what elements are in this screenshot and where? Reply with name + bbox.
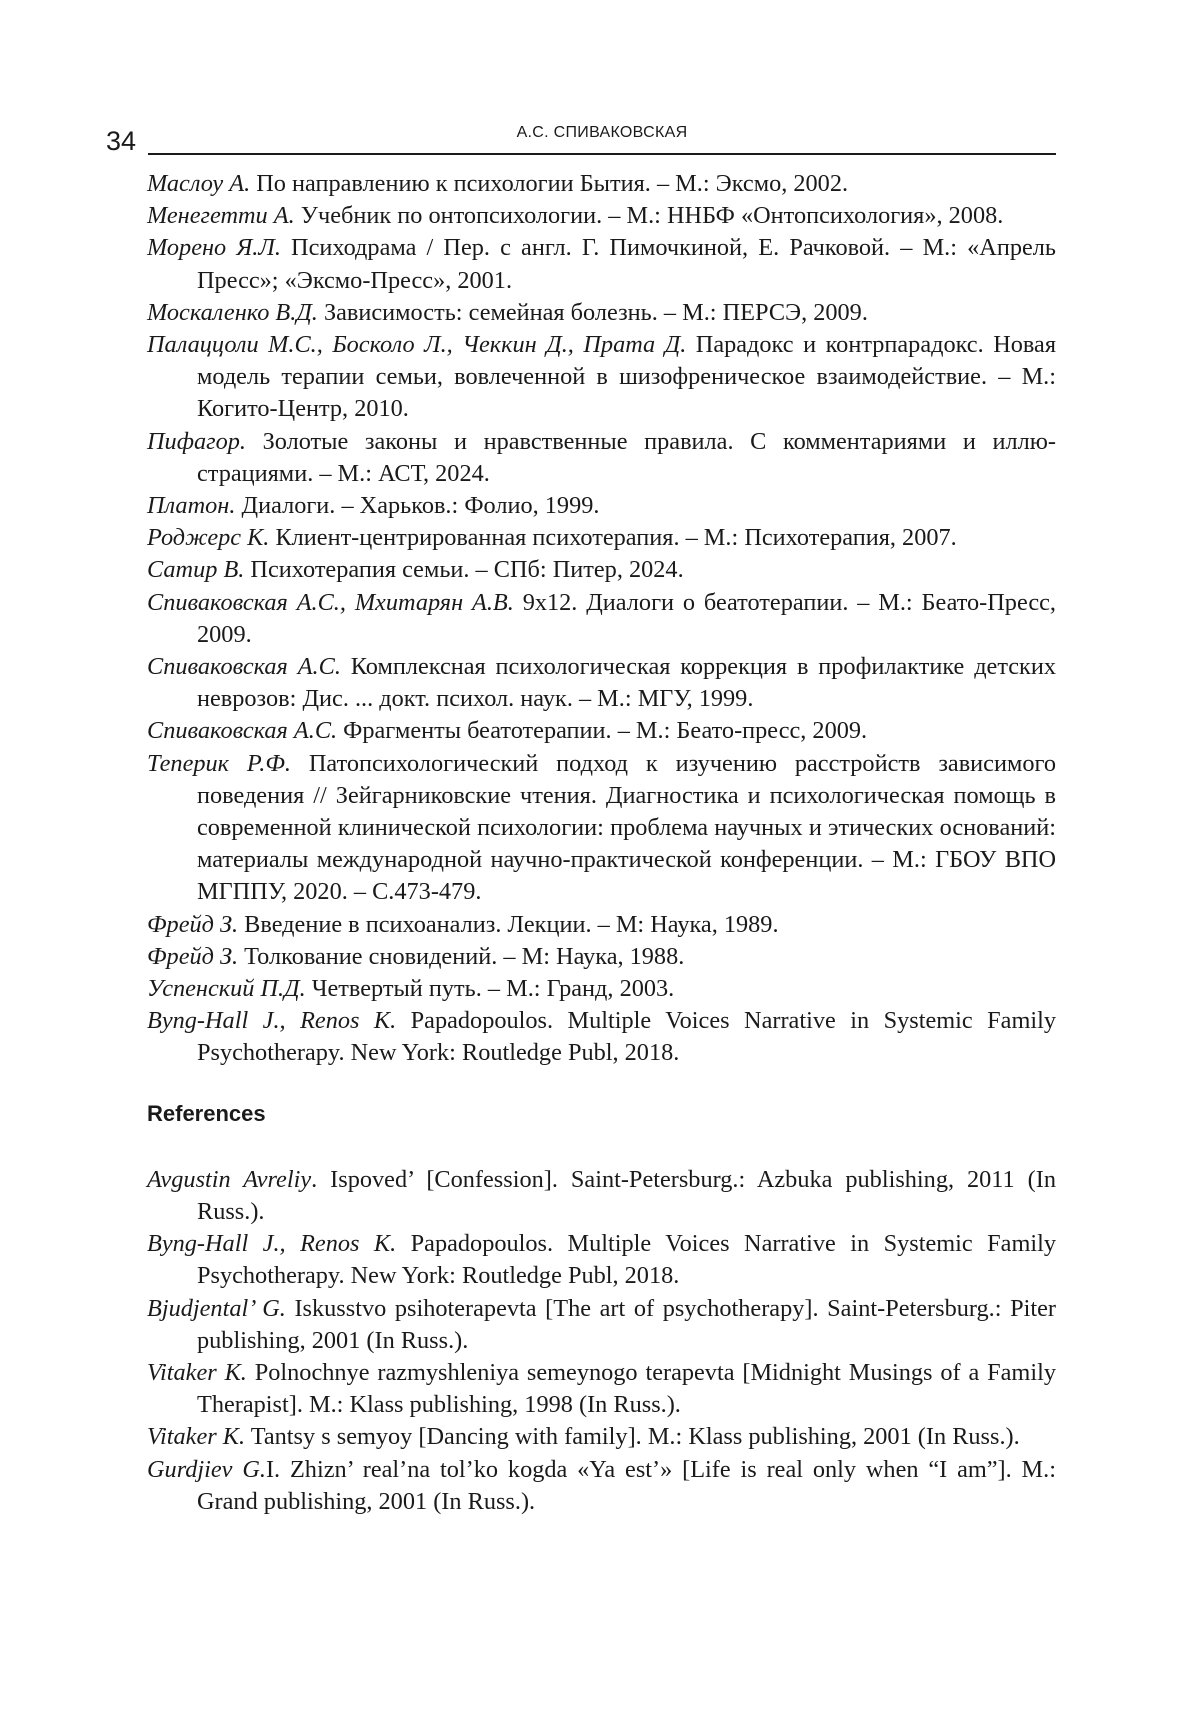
references-list — [147, 1164, 1056, 1518]
entry-text: I. Zhizn’ real’na tol’ko kogda «Ya est’» [Life is real only when “I am”]. M.: Grand publishing, 2001 (In Russ.). — [197, 1455, 1056, 1515]
entry-text: Зависимость: семейная болезнь. – М.: ПЕРСЭ, 2009. — [317, 298, 868, 326]
entry-text: Комплексная психологическая коррекция в профилактике детских неврозов: Дис. ... докт. психол. наук. – М.: МГУ, 1999. — [197, 653, 1056, 713]
entry-text: Polnochnye razmyshleniya semeynogo terapevta [Midnight Musings of a Family Therapist]. M.: Klass publishing, 1998 (In Russ.). — [197, 1358, 1056, 1419]
bibliography-entry — [147, 200, 1056, 232]
entry-author: Пифагор. — [147, 427, 246, 455]
bibliography-entry — [147, 522, 1056, 554]
entry-text: Психотерапия семьи. – СПб: Питер, 2024. — [244, 556, 684, 584]
references-heading: References — [147, 1100, 266, 1126]
page-number: 34 — [106, 126, 137, 156]
bibliography-entry — [147, 715, 1056, 747]
bibliography-entry — [147, 297, 1056, 329]
entry-text: По направлению к психологии Бытия. – М.: Эксмо, 2002. — [250, 170, 849, 197]
entry-author: Теперик Р.Ф. — [147, 749, 291, 777]
bibliography-entry — [147, 490, 1056, 522]
entry-author: Маслоу А. — [147, 170, 251, 197]
entry-author: Byng-Hall J., Renos K. — [147, 1007, 397, 1035]
entry-author: Успенский П.Д. — [147, 975, 306, 1003]
bibliography-entry — [147, 329, 1056, 426]
bibliography-list — [147, 168, 1056, 1070]
header-rule — [148, 153, 1056, 155]
bibliography-entry — [147, 426, 1056, 490]
bibliography-entry — [147, 651, 1056, 715]
page-content — [147, 168, 1056, 1518]
page-header — [106, 120, 1056, 156]
bibliography-entry — [147, 168, 1056, 200]
entry-text: Психодрама / Пер. с англ. Г. Пимочкиной, Е. Рачковой. – М.: «Апрель Пресс»; «Эксмо-Пресс», 2001. — [197, 234, 1056, 294]
entry-author: Фрейд З. — [147, 942, 239, 970]
entry-text: Четвертый путь. – М.: Гранд, 2003. — [305, 975, 675, 1003]
entry-text: Введение в психоанализ. Лекции. – М: Наука, 1989. — [238, 910, 779, 938]
running-title: А.С. СПИВАКОВСКАЯ — [516, 124, 688, 141]
entry-text: Золотые законы и нравственные правила. С комментариями и иллюстрациями. – М.: АСТ, 2024. — [197, 427, 1056, 487]
entry-author: Палаццоли М.С., Босколо Л., Чеккин Д., Прата Д. — [147, 331, 687, 359]
entry-text: Толкование сновидений. – М: Наука, 1988. — [238, 942, 685, 970]
bibliography-entry — [147, 587, 1056, 651]
entry-author: Спиваковская А.С. — [147, 717, 338, 745]
bibliography-entry — [147, 973, 1056, 1005]
entry-author: Фрейд З. — [147, 910, 239, 938]
entry-author: Спиваковская А.С. — [147, 653, 341, 681]
entry-author: Роджерс К. — [147, 524, 270, 552]
bibliography-entry — [147, 941, 1056, 973]
entry-text: Papadopoulos. Multiple Voices Narrative in Systemic Family Psychotherapy. New York: Routledge Publ, 2018. — [197, 1230, 1056, 1290]
bibliography-entry — [147, 909, 1056, 941]
entry-text: Парадокс и контрпарадокс. Новая модель терапии семьи, вовлеченной в шизофреническое взаимодействие. – М.: Когито-Центр, 2010. — [197, 331, 1056, 423]
entry-author: Платон. — [147, 492, 236, 520]
entry-author: Сатир В. — [147, 556, 245, 584]
entry-author: Москаленко В.Д. — [147, 298, 318, 326]
entry-author: Byng-Hall J., Renos K. — [147, 1230, 397, 1258]
entry-author: Морено Я.Л. — [147, 234, 281, 262]
bibliography-entry — [147, 748, 1056, 909]
entry-text: Патопсихологический подход к изучению расстройств зависимого поведения // Зейгарниковские чтения. Диагностика и психологическая помощь в современной клинической психологии: проблема научных и этических оснований: материалы международной научно-практической конференции. – М.: ГБОУ ВПО МГППУ, 2020. – С.473-479. — [197, 749, 1057, 906]
entry-text: Фрагменты беатотерапии. – М.: Беато-пресс, 2009. — [337, 717, 868, 745]
entry-text: Tantsy s semyoy [Dancing with family]. M.: Klass publishing, 2001 (In Russ.). — [245, 1423, 1020, 1451]
entry-text: Учебник по онтопсихологии. – М.: ННБФ «Онтопсихология», 2008. — [294, 202, 1004, 230]
entry-text: Iskusstvo psihoterapevta [The art of psychotherapy]. Saint-Petersburg.: Piter publishing, 2001 (In Russ.). — [197, 1294, 1056, 1354]
bibliography-entry — [147, 232, 1056, 296]
entry-text: Papadopoulos. Multiple Voices Narrative in Systemic Family Psychotherapy. New York: Routledge Publ, 2018. — [197, 1007, 1056, 1067]
entry-text: Клиент-центрированная психотерапия. – М.: Психотерапия, 2007. — [269, 524, 957, 552]
entry-author: Gurdjiev G. — [147, 1455, 266, 1483]
entry-author: Vitaker K. — [147, 1358, 247, 1386]
bibliography-entry — [147, 554, 1056, 586]
reference-entry — [147, 1421, 1056, 1453]
entry-text: Диалоги. – Харьков.: Фолио, 1999. — [235, 492, 600, 520]
entry-author: Bjudjental’ G. — [147, 1294, 286, 1322]
entry-text: . Ispoved’ [Confession]. Saint-Petersburg.: Azbuka publishing, 2011 (In Russ.). — [197, 1165, 1056, 1225]
reference-entry — [147, 1454, 1056, 1518]
entry-text: 9х12. Диалоги о беатотерапии. – М.: Беато-Пресс, 2009. — [197, 588, 1056, 648]
reference-entry — [147, 1293, 1056, 1357]
reference-entry — [147, 1164, 1056, 1228]
entry-author: Менегетти А. — [147, 202, 295, 230]
entry-author: Avgustin Avreliy — [147, 1165, 312, 1193]
entry-author: Vitaker K. — [147, 1423, 246, 1451]
bibliography-entry — [147, 1005, 1056, 1069]
entry-author: Спиваковская А.С., Мхитарян А.В. — [147, 588, 514, 616]
reference-entry — [147, 1357, 1056, 1421]
reference-entry — [147, 1228, 1056, 1292]
